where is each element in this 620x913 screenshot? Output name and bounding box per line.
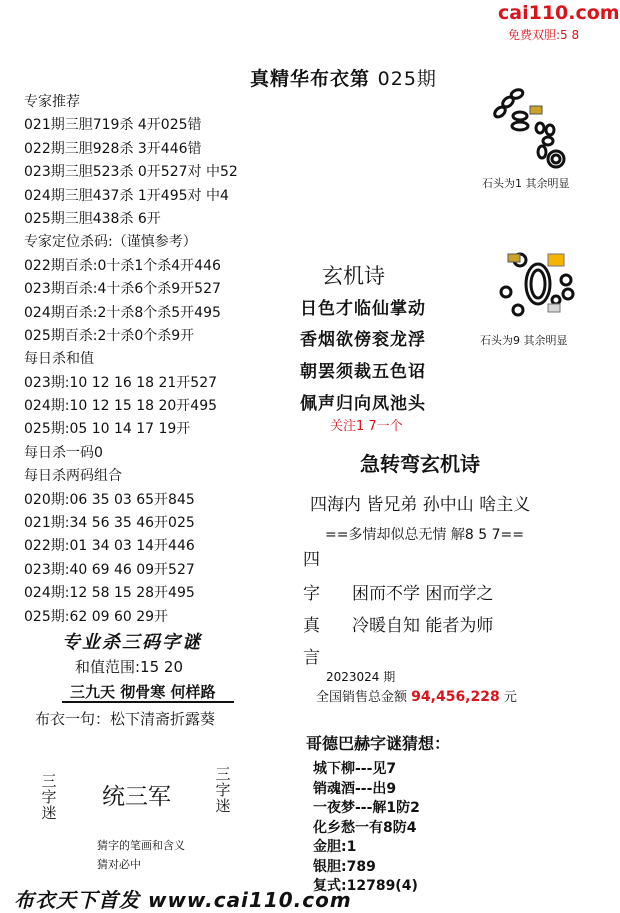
list-item: 每日杀和值	[24, 351, 94, 368]
list-item: 021期三胆719杀 4开025错	[24, 117, 202, 134]
guess-list	[313, 760, 420, 897]
four-char-label: 字	[303, 584, 320, 604]
vertical-label-left: 三字迷	[41, 772, 57, 822]
guess-title: 哥德巴赫字谜猜想：	[306, 734, 451, 753]
sharp-poem-hint: ==多情却似总无情 解8 5 7==	[325, 527, 524, 543]
title-text: 真精华布衣第	[250, 68, 371, 90]
guess-item: 化乡愁一有8防4	[313, 819, 417, 836]
guess-item: 销魂酒---出9	[313, 780, 397, 797]
list-item: 专家推荐	[24, 94, 80, 110]
lottery-issue: 2023024 期	[326, 670, 396, 684]
vertical-label-right: 三字迷	[215, 765, 231, 815]
riddle-answer: 统三军	[102, 784, 171, 810]
issue-number: 025期	[377, 68, 437, 90]
stone-ring-image	[488, 250, 588, 330]
stone-caption: 石头为9 其余明显	[480, 334, 568, 347]
expert-list	[24, 91, 238, 629]
four-char-text: 困而不学 困而学之	[352, 584, 494, 604]
sales-unit: 元	[503, 690, 517, 705]
list-item: 024期:10 12 15 18 20开495	[24, 398, 218, 415]
riddle-clue: 三九天 彻骨寒 何样路	[70, 683, 216, 701]
divider	[62, 701, 234, 703]
guess-item: 城下柳---见7	[313, 761, 397, 777]
list-item: 每日杀两码组合	[24, 468, 122, 485]
sum-range: 和值范围:15 20	[75, 658, 183, 676]
guess-item: 银胆:789	[313, 858, 376, 875]
list-item: 025期三胆438杀 6开	[24, 210, 161, 227]
list-item: 021期:34 56 35 46开025	[24, 515, 195, 532]
section-title: 急转弯玄机诗	[360, 452, 480, 476]
list-item: 024期:12 58 15 28开495	[24, 585, 195, 602]
four-char-label: 真	[303, 616, 320, 636]
footer-banner: 布衣天下首发 www.cai110.com	[14, 888, 352, 912]
poem-line: 日色才临仙掌动	[300, 299, 426, 319]
list-item: 024期百杀:2十杀8个杀5开495	[24, 304, 221, 321]
guess-item: 复式:12789(4)	[313, 878, 418, 894]
list-item: 025期:62 09 60 29开	[24, 608, 169, 625]
site-logo: cai110.com	[498, 2, 620, 24]
four-char-text: 冷暖自知 能者为师	[352, 616, 494, 636]
sales-amount: 94,456,228	[411, 689, 500, 705]
list-item: 022期百杀:0十杀1个杀4开446	[24, 257, 221, 274]
list-item: 022期三胆928杀 3开446错	[24, 140, 202, 157]
poem-note: 关注1 7一个	[330, 419, 403, 434]
sales-label: 全国销售总金额	[316, 690, 408, 705]
poem-line: 佩声归向凤池头	[300, 394, 426, 414]
riddle-heading: 专业杀三码字谜	[62, 632, 202, 653]
page-title	[250, 64, 437, 91]
poem-line: 香烟欲傍衮龙浮	[300, 330, 426, 350]
list-item: 023期百杀:4十杀6个杀9开527	[24, 281, 221, 298]
list-item: 022期:01 34 03 14开446	[24, 538, 195, 555]
four-char-label: 言	[303, 648, 320, 668]
four-char-label: 四	[303, 550, 320, 570]
list-item: 023期:10 12 16 18 21开527	[24, 374, 218, 391]
list-item: 023期三胆523杀 0开527对 中52	[24, 164, 238, 181]
list-item: 020期:06 35 03 65开845	[24, 491, 195, 508]
guess-item: 一夜梦---解1防2	[313, 800, 420, 816]
hint-text: 猜字的笔画和含义	[97, 839, 185, 852]
list-item: 025期百杀:2十杀0个杀9开	[24, 327, 195, 344]
sharp-poem-line: 四海内 皆兄弟 孙中山 啥主义	[310, 495, 531, 515]
poem-line: 朝罢须裁五色诏	[300, 362, 426, 382]
hint-text: 猜对必中	[97, 858, 141, 871]
free-bonus-text: 免费双胆:5 8	[508, 28, 580, 42]
poem-title: 玄机诗	[322, 264, 385, 288]
list-item: 023期:40 69 46 09开527	[24, 561, 195, 578]
list-item: 专家定位杀码:（谨慎参考）	[24, 234, 197, 251]
list-item: 025期:05 10 14 17 19开	[24, 421, 191, 438]
list-item: 每日杀一码0	[24, 444, 103, 461]
lottery-sales	[316, 686, 517, 705]
stone-chain-image	[486, 86, 586, 174]
stone-caption: 石头为1 其余明显	[482, 177, 570, 190]
buyi-saying: 布衣一句：松下清斋折露葵	[35, 710, 216, 728]
list-item: 024期三胆437杀 1开495对 中4	[24, 187, 229, 204]
guess-item: 金胆:1	[313, 839, 357, 855]
